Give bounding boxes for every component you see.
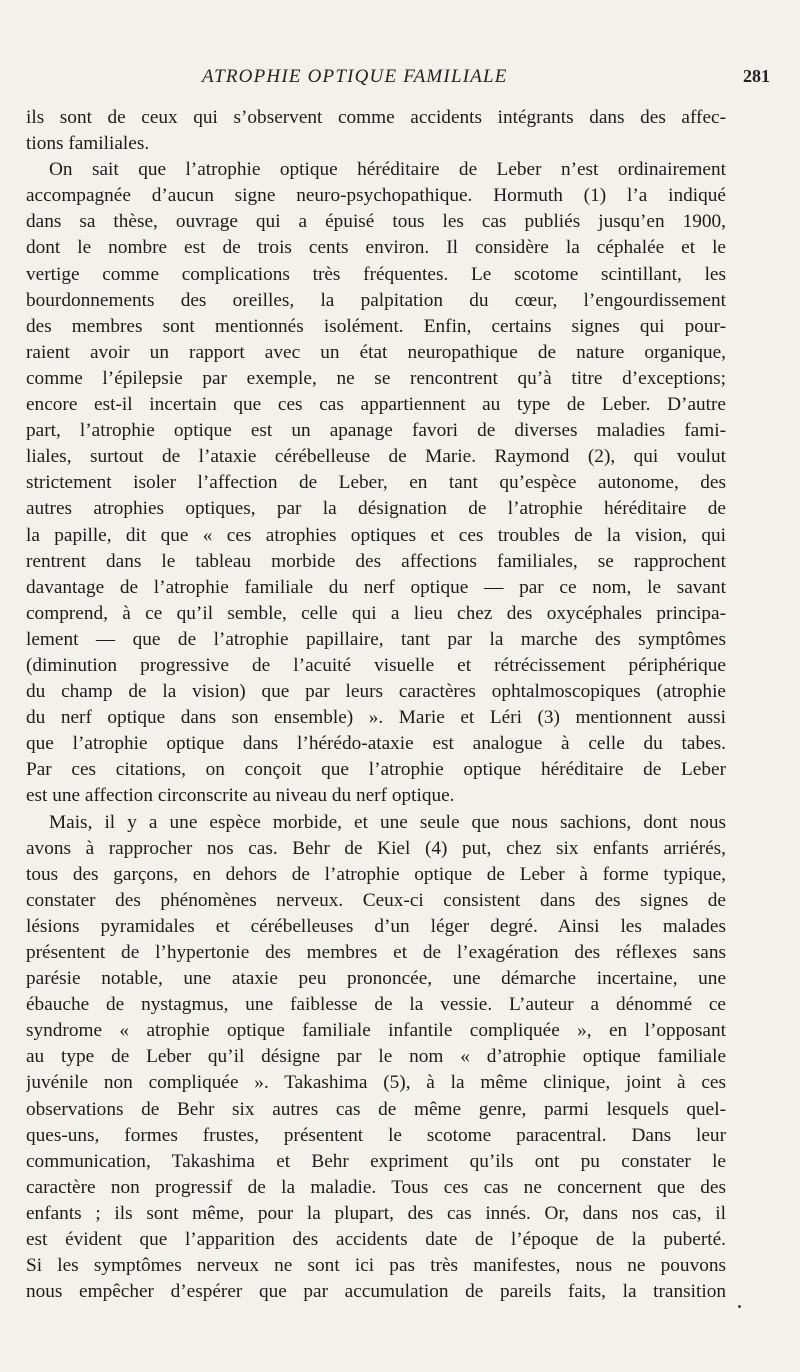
text-line: avons à rapprocher nos cas. Behr de Kiel (4) put, chez six enfants arriérés, xyxy=(26,837,726,859)
text-line: liales, surtout de l’ataxie cérébelleuse de Marie. Raymond (2), qui voulut xyxy=(26,446,726,468)
text-line: présentent de l’hypertonie des membres et de l’exagération des réflexes sans xyxy=(26,942,726,963)
text-line: au type de Leber qu’il désigne par le nom « d’atrophie optique familiale xyxy=(26,1046,726,1068)
text-line: ils sont de ceux qui s’observent comme accidents intégrants dans des affec- xyxy=(26,107,726,128)
text-line: Mais, il y a une espèce morbide, et une seule que nous sachions, dont nous xyxy=(49,811,726,833)
text-line: constater des phénomènes nerveux. Ceux-ci consistent dans des signes de xyxy=(26,889,726,911)
text-line: raient avoir un rapport avec un état neuropathique de nature organique, xyxy=(26,341,726,363)
text-line: parésie notable, une ataxie peu prononcée, une démarche incertaine, une xyxy=(26,968,726,990)
text-line: du champ de la vision) que par leurs caractères ophtalmoscopiques (atrophie xyxy=(26,681,726,703)
text-line: caractère non progressif de la maladie. Tous ces cas ne concernent que des xyxy=(26,1176,726,1198)
text-line: autres atrophies optiques, par la désignation de l’atrophie héréditaire de xyxy=(26,498,726,520)
text-line: vertige comme complications très fréquentes. Le scotome scintillant, les xyxy=(26,263,726,285)
text-line: comprend, à ce qu’il semble, celle qui a lieu chez des oxycéphales principa- xyxy=(26,602,726,624)
text-line: est une affection circonscrite au niveau du nerf optique. xyxy=(26,785,455,807)
text-line: ques-uns, formes frustes, présentent le scotome paracentral. Dans leur xyxy=(26,1124,726,1146)
text-line: est évident que l’apparition des accidents date de l’époque de la puberté. xyxy=(26,1229,726,1251)
text-line: accompagnée d’aucun signe neuro-psychopathique. Hormuth (1) l’a indiqué xyxy=(26,185,726,207)
text-line: ébauche de nystagmus, une faiblesse de la vessie. L’auteur a dénommé ce xyxy=(26,994,726,1016)
text-line: du nerf optique dans son ensemble) ». Marie et Léri (3) mentionnent aussi xyxy=(26,707,726,729)
text-line: nous empêcher d’espérer que par accumulation de pareils faits, la transition xyxy=(26,1281,726,1303)
text-line: Si les symptômes nerveux ne sont ici pas très manifestes, nous ne pouvons xyxy=(26,1255,726,1277)
text-line: tions familiales. xyxy=(26,133,150,155)
text-line: Par ces citations, on conçoit que l’atrophie optique héréditaire de Leber xyxy=(26,759,726,781)
running-title: ATROPHIE OPTIQUE FAMILIALE xyxy=(202,66,508,87)
text-line: tous des garçons, en dehors de l’atrophie optique de Leber à forme typique, xyxy=(26,863,726,885)
page-number: 281 xyxy=(743,66,770,86)
text-line: rentrent dans le tableau morbide des affections familiales, se rapprochent xyxy=(26,550,726,572)
text-line: lésions pyramidales et cérébelleuses d’un léger degré. Ainsi les malades xyxy=(26,915,726,937)
text-line: strictement isoler l’affection de Leber, en tant qu’espèce autonome, des xyxy=(26,472,726,494)
text-line: davantage de l’atrophie familiale du nerf optique — par ce nom, le savant xyxy=(26,576,726,598)
text-line: bourdonnements des oreilles, la palpitation du cœur, l’engourdissement xyxy=(26,289,726,311)
running-head xyxy=(0,66,800,96)
text-line: (diminution progressive de l’acuité visuelle et rétrécissement périphérique xyxy=(26,654,726,676)
text-line: enfants ; ils sont même, pour la plupart, des cas innés. Or, dans nos cas, il xyxy=(26,1202,726,1224)
margin-speck xyxy=(738,1305,741,1308)
text-line: juvénile non compliquée ». Takashima (5), à la même clinique, joint à ces xyxy=(26,1072,726,1094)
text-line: dont le nombre est de trois cents environ. Il considère la céphalée et le xyxy=(26,237,726,259)
text-line: syndrome « atrophie optique familiale infantile compliquée », en l’opposant xyxy=(26,1020,726,1042)
text-line: comme l’épilepsie par exemple, ne se rencontrent qu’à titre d’exceptions; xyxy=(26,367,726,389)
text-line: des membres sont mentionnés isolément. Enfin, certains signes qui pour- xyxy=(26,315,726,337)
text-line: communication, Takashima et Behr expriment qu’ils ont pu constater le xyxy=(26,1150,726,1172)
text-line: la papille, dit que « ces atrophies optiques et ces troubles de la vision, qui xyxy=(26,524,726,546)
text-line: observations de Behr six autres cas de même genre, parmi lesquels quel- xyxy=(26,1098,726,1120)
text-line: que l’atrophie optique dans l’hérédo-ataxie est analogue à celle du tabes. xyxy=(26,733,726,755)
text-line: encore est-il incertain que ces cas appartiennent au type de Leber. D’autre xyxy=(26,394,726,416)
text-line: dans sa thèse, ouvrage qui a épuisé tous les cas publiés jusqu’en 1900, xyxy=(26,211,726,233)
text-line: lement — que de l’atrophie papillaire, tant par la marche des symptômes xyxy=(26,628,726,650)
text-line: On sait que l’atrophie optique héréditaire de Leber n’est ordinairement xyxy=(49,159,726,181)
text-line: part, l’atrophie optique est un apanage favori de diverses maladies fami- xyxy=(26,420,726,442)
body-text xyxy=(26,105,726,1305)
